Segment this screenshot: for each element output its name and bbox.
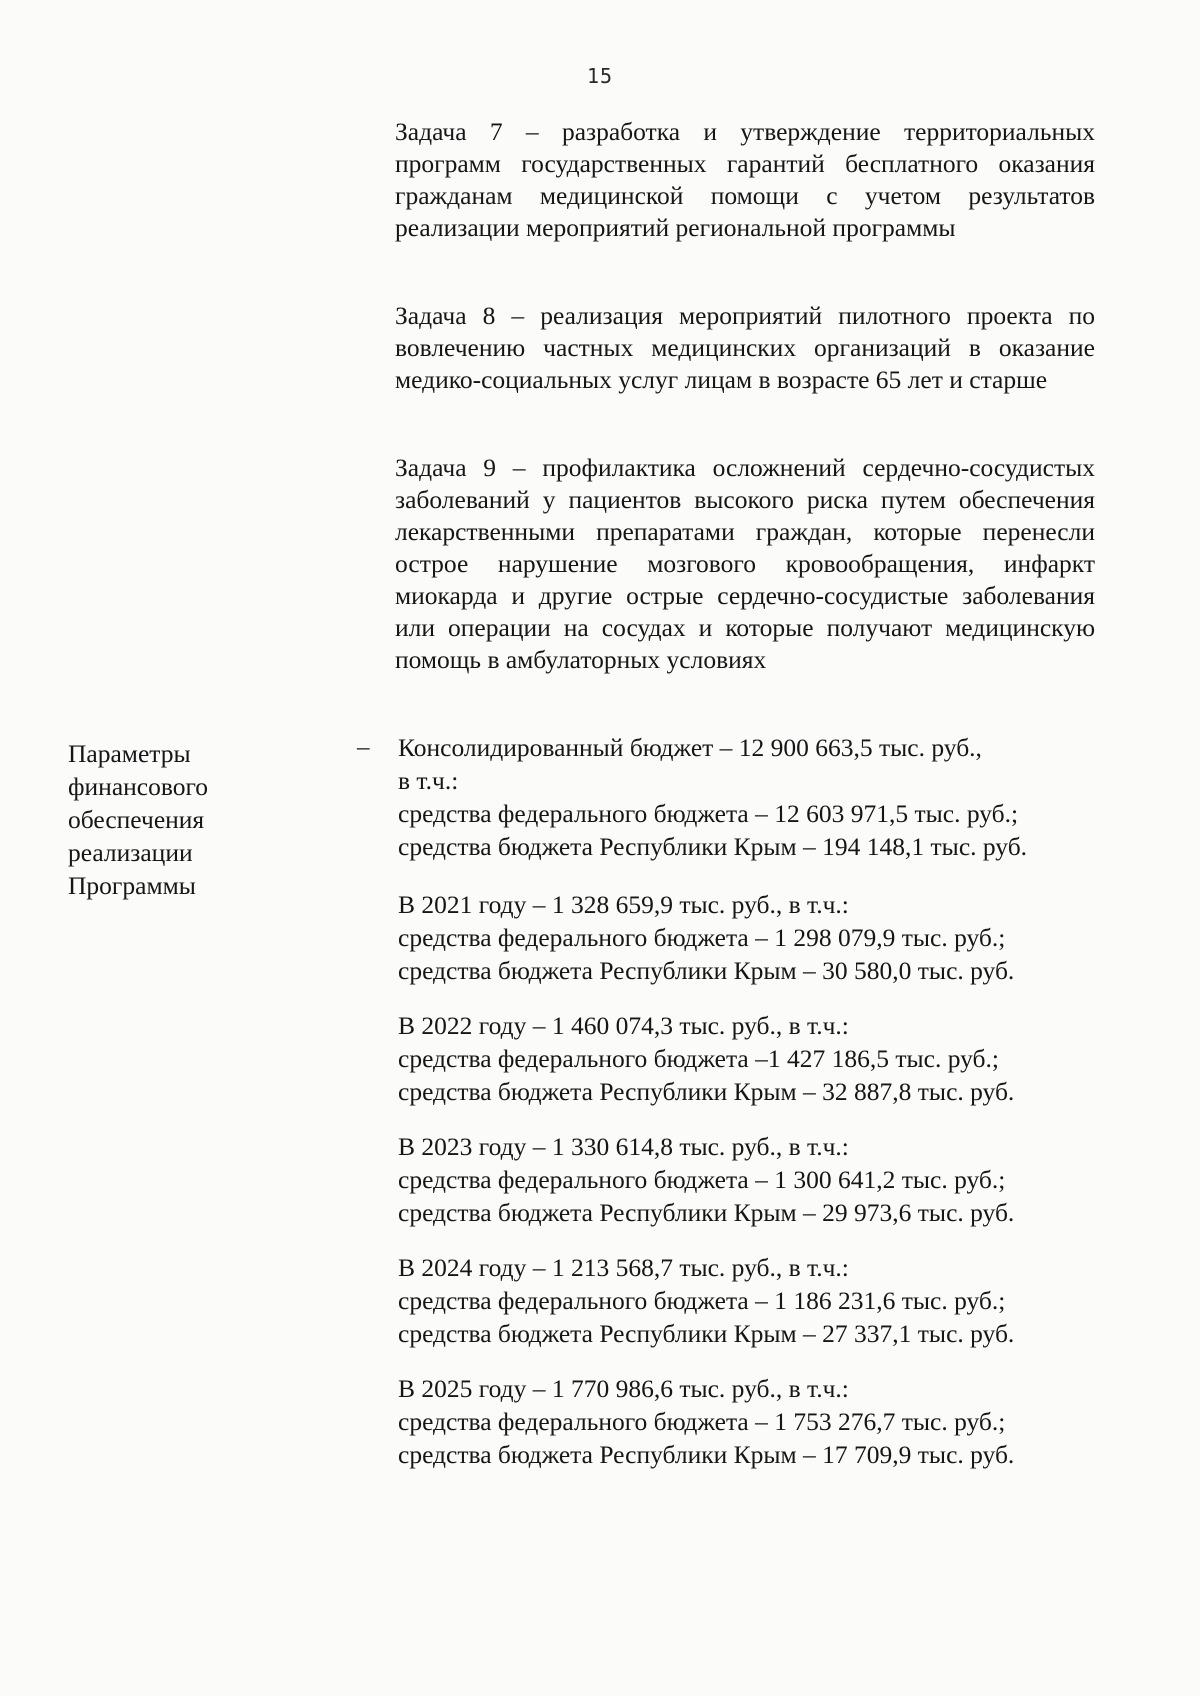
funding-line: В 2022 году – 1 460 074,3 тыс. руб., в т.ч.: [398,1011,849,1040]
funding-line: средства федерального бюджета –1 427 186,5 тыс. руб.; [398,1044,999,1073]
funding-line: средства бюджета Республики Крым – 29 973,6 тыс. руб. [398,1198,1015,1227]
label-line: Параметры [68,739,191,768]
funding-line: средства федерального бюджета – 1 300 641,2 тыс. руб.; [398,1165,1006,1194]
funding-2025 [398,1372,1118,1471]
funding-line: средства федерального бюджета – 1 298 079,9 тыс. руб.; [398,923,1006,952]
task-9 [395,452,1095,676]
funding-line: В 2023 году – 1 330 614,8 тыс. руб., в т.ч.: [398,1132,849,1161]
funding-line: средства бюджета Республики Крым – 32 887,8 тыс. руб. [398,1077,1015,1106]
funding-2021 [398,888,1118,987]
funding-2022 [398,1009,1118,1108]
funding-line: В 2024 году – 1 213 568,7 тыс. руб., в т.ч.: [398,1253,849,1282]
financing-parameters-label [68,737,318,902]
funding-line: В 2025 году – 1 770 986,6 тыс. руб., в т.ч.: [398,1374,849,1403]
funding-line: средства бюджета Республики Крым – 17 709,9 тыс. руб. [398,1440,1015,1469]
funding-line: средства федерального бюджета – 1 753 276,7 тыс. руб.; [398,1407,1006,1436]
label-line: реализации [68,838,193,867]
funding-line: В 2021 году – 1 328 659,9 тыс. руб., в т.ч.: [398,890,849,919]
label-line: финансового [68,772,209,801]
label-line: Программы [68,871,196,900]
task-8 [395,300,1095,396]
row-separator-dash: – [357,734,370,761]
task-7-text: Задача 7 – разработка и утверждение территориальных программ государственных гарантий бесплатного оказания гражданам медицинской помощи с учетом результатов реализации мероприятий региональной программы [395,117,1095,242]
task-9-text: Задача 9 – профилактика осложнений сердечно-сосудистых заболеваний у пациентов высокого риска путем обеспечения лекарственными препаратами граждан, которые перенесли острое нарушение мозгового кровообращения, инфаркт миокарда и другие острые сердечно-сосудистые заболевания или операции на сосудах и которые получают медицинскую помощь в амбулаторных условиях [395,453,1095,674]
funding-line: средства федерального бюджета – 1 186 231,6 тыс. руб.; [398,1286,1006,1315]
funding-2024 [398,1251,1118,1350]
page-number: 15 [586,64,614,88]
funding-line: средства бюджета Республики Крым – 27 337,1 тыс. руб. [398,1319,1015,1348]
task-7 [395,116,1095,244]
funding-2023 [398,1130,1118,1229]
funding-line: средства бюджета Республики Крым – 30 580,0 тыс. руб. [398,956,1015,985]
funding-line: средства бюджета Республики Крым – 194 148,1 тыс. руб. [398,832,1028,861]
funding-line: в т.ч.: [398,766,459,795]
label-line: обеспечения [68,805,205,834]
funding-line: средства федерального бюджета – 12 603 971,5 тыс. руб.; [398,799,1019,828]
task-8-text: Задача 8 – реализация мероприятий пилотного проекта по вовлечению частных медицинских организаций в оказание медико-социальных услуг лицам в возрасте 65 лет и старше [395,301,1095,394]
funding-total [398,731,1118,863]
funding-line: Консолидированный бюджет – 12 900 663,5 тыс. руб., [398,733,982,762]
